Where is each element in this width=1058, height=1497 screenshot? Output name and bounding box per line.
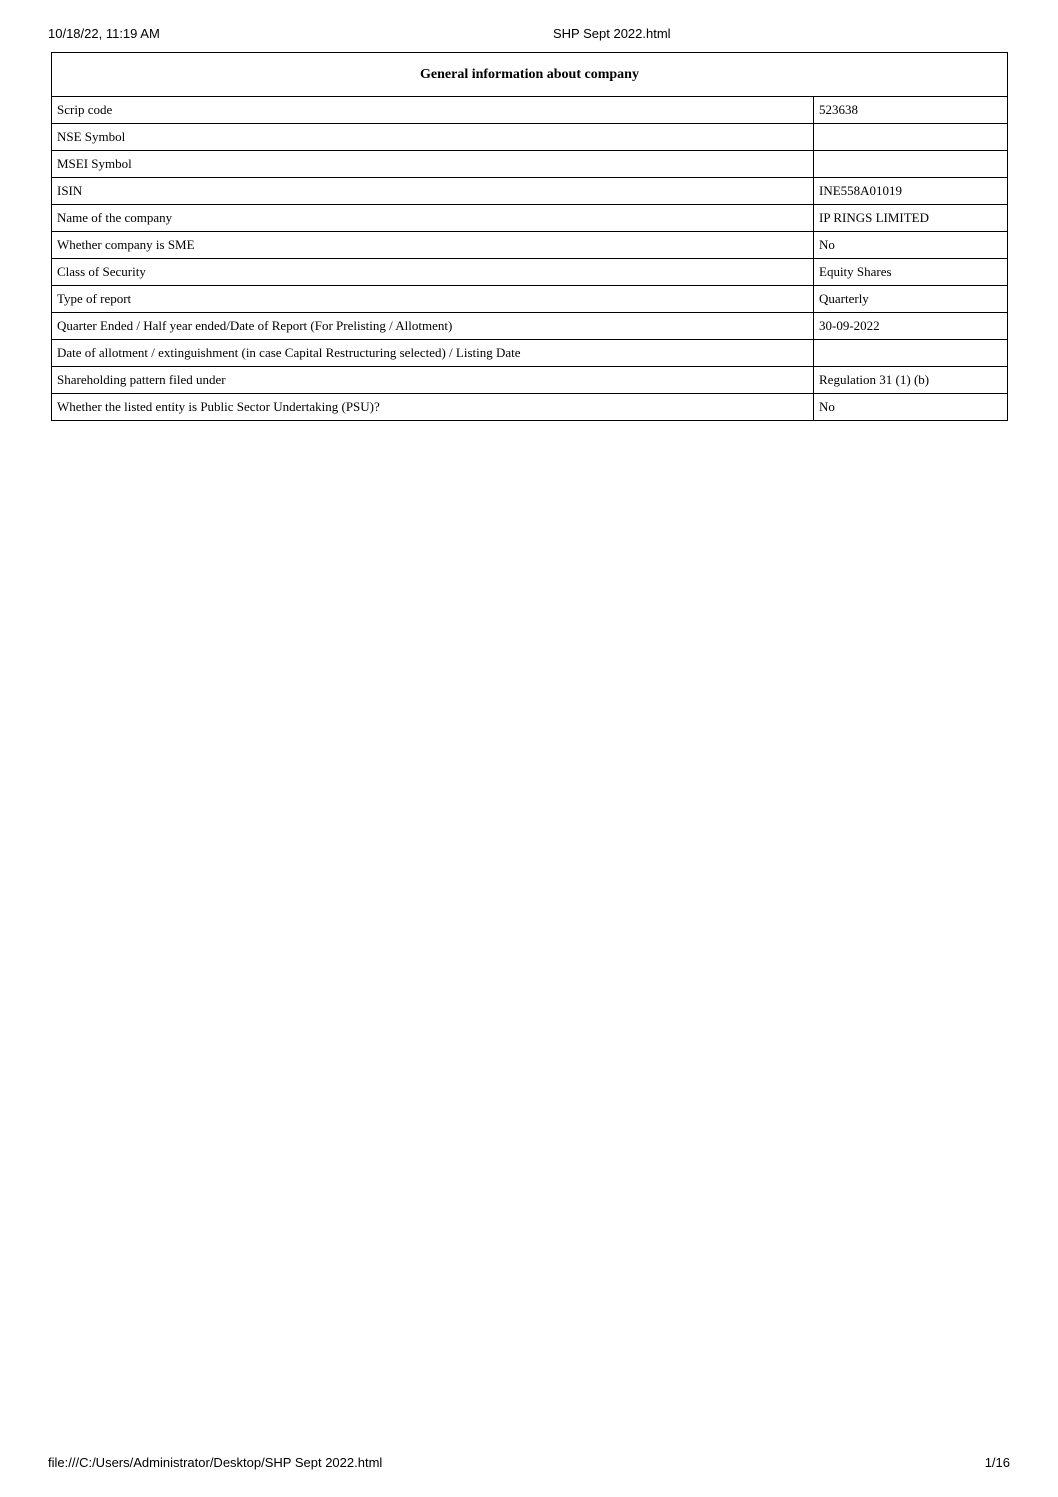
row-value: No — [814, 232, 1008, 259]
row-label: NSE Symbol — [52, 124, 814, 151]
row-value — [814, 151, 1008, 178]
print-page-title: SHP Sept 2022.html — [553, 26, 671, 41]
table-row — [52, 151, 1008, 178]
row-label: MSEI Symbol — [52, 151, 814, 178]
row-value — [814, 340, 1008, 367]
row-label: ISIN — [52, 178, 814, 205]
page-number: 1/16 — [984, 1455, 1010, 1470]
row-label: Shareholding pattern filed under — [52, 367, 814, 394]
row-value: No — [814, 394, 1008, 421]
print-datetime: 10/18/22, 11:19 AM — [48, 26, 160, 41]
table-row — [52, 205, 1008, 232]
table-row — [52, 178, 1008, 205]
table-row — [52, 232, 1008, 259]
row-value: Quarterly — [814, 286, 1008, 313]
row-label: Quarter Ended / Half year ended/Date of Report (For Prelisting / Allotment) — [52, 313, 814, 340]
row-value — [814, 124, 1008, 151]
table-row — [52, 367, 1008, 394]
row-value: 30-09-2022 — [814, 313, 1008, 340]
row-label: Scrip code — [52, 97, 814, 124]
print-header — [0, 26, 1058, 44]
table-row — [52, 313, 1008, 340]
table-title: General information about company — [52, 53, 1008, 97]
table-row — [52, 97, 1008, 124]
table-row — [52, 340, 1008, 367]
table-row — [52, 394, 1008, 421]
row-label: Class of Security — [52, 259, 814, 286]
row-label: Whether the listed entity is Public Sector Undertaking (PSU)? — [52, 394, 814, 421]
print-footer — [0, 1455, 1058, 1473]
row-value: Equity Shares — [814, 259, 1008, 286]
row-value: 523638 — [814, 97, 1008, 124]
file-path: file:///C:/Users/Administrator/Desktop/SHP Sept 2022.html — [48, 1455, 383, 1470]
table-row — [52, 124, 1008, 151]
general-info-table — [51, 52, 1008, 421]
row-label: Date of allotment / extinguishment (in case Capital Restructuring selected) / Listing Date — [52, 340, 814, 367]
row-value: INE558A01019 — [814, 178, 1008, 205]
row-label: Type of report — [52, 286, 814, 313]
row-label: Name of the company — [52, 205, 814, 232]
row-value: Regulation 31 (1) (b) — [814, 367, 1008, 394]
row-label: Whether company is SME — [52, 232, 814, 259]
table-row — [52, 286, 1008, 313]
table-row — [52, 259, 1008, 286]
row-value: IP RINGS LIMITED — [814, 205, 1008, 232]
table-title-row — [52, 53, 1008, 97]
